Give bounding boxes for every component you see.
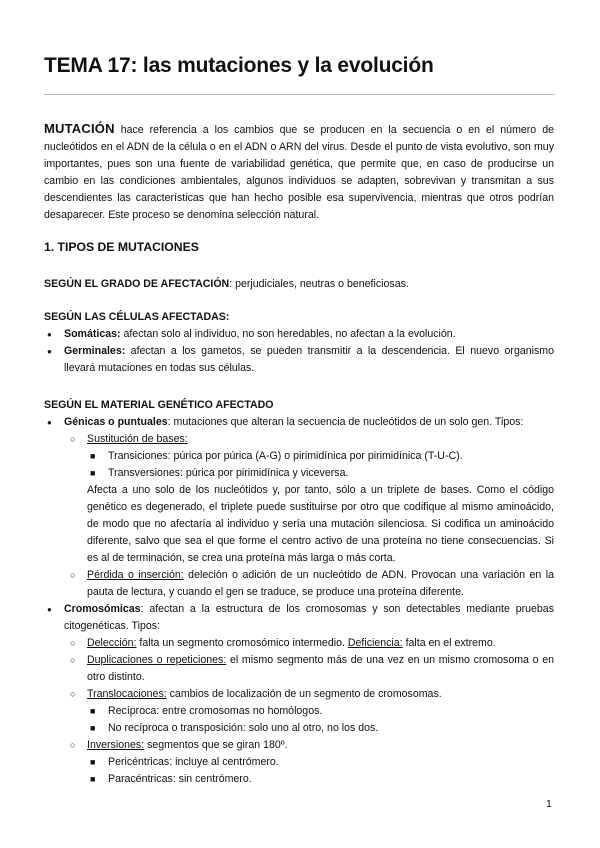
translocaciones-label: Translocaciones: (87, 688, 167, 700)
afecta-paragraph: Afecta a uno solo de los nucleótidos y, por tanto, sólo a un triplete de bases. Como el código genético es degenerado, el triplete puede sustituirse por otro que codifique al mismo aminoácido, de modo que no afectaría al individuo y sería una mutación silenciosa. Si codifica un aminoácido diferente, salvo que sea el que forme el centro activo de una proteína no tiene consecuencias. Si es al de terminación, se crea una proteína más larga o más corta. (87, 484, 554, 564)
transversiones-text: Transversiones: púrica por pirimidínica y viceversa. (108, 467, 349, 479)
material-heading (44, 397, 554, 414)
list-item-pericentricas (44, 754, 554, 771)
page-number: 1 (546, 798, 552, 810)
title-divider (44, 94, 554, 95)
afectacion-line (44, 276, 554, 293)
pericentricas-text: Pericéntricas: incluye al centrómero. (108, 756, 279, 768)
list-item-transiciones (44, 448, 554, 465)
celulas-label: SEGÚN LAS CÉLULAS AFECTADAS: (44, 311, 230, 323)
paracentricas-text: Paracéntricas: sin centrómero. (108, 773, 252, 785)
bullet-disc-icon: ● (47, 347, 52, 356)
bullet-circle-icon: ○ (70, 434, 76, 444)
somaticas-label: Somáticas: (64, 328, 121, 340)
deficiencia-label: Deficiencia: (347, 637, 403, 649)
bullet-circle-icon: ○ (70, 570, 76, 580)
cromosomicas-label: Cromosómicas (64, 603, 141, 615)
list-item-cromosomicas (44, 601, 554, 635)
inversiones-label: Inversiones: (87, 739, 145, 751)
somaticas-text: afectan solo al individuo, no son heredables, no afectan a la evolución. (120, 328, 456, 340)
bullet-square-icon: ■ (90, 451, 96, 461)
list-item-no-reciproca (44, 720, 554, 737)
genicas-text: : mutaciones que alteran la secuencia de nucleótidos de un solo gen. Tipos: (167, 416, 524, 428)
bullet-disc-icon: ● (47, 330, 52, 339)
duplicaciones-text: el mismo segmento más de una vez en un mismo cromosoma o en otro distinto. (87, 654, 554, 683)
bullet-circle-icon: ○ (70, 740, 76, 750)
list-item-germinales (44, 343, 554, 377)
bullet-square-icon: ■ (90, 468, 96, 478)
afectacion-text: : perjudiciales, neutras o beneficiosas. (229, 278, 409, 290)
list-item-genicas (44, 414, 554, 431)
bullet-circle-icon: ○ (70, 689, 76, 699)
bullet-square-icon: ■ (90, 774, 96, 784)
perdida-text: deleción o adición de un nucleótido de ADN. Provocan una variación en la pauta de lectura, y cuando el gen se traduce, se produce una proteína diferente. (87, 569, 554, 598)
cromosomicas-text: : afectan a la estructura de los cromosomas y son detectables mediante pruebas citogenéticas. Tipos: (64, 603, 554, 632)
bullet-square-icon: ■ (90, 723, 96, 733)
intro-lead-term: MUTACIÓN (44, 121, 115, 136)
celulas-block (44, 309, 554, 377)
bullet-circle-icon: ○ (70, 655, 76, 665)
bullet-disc-icon: ● (47, 418, 52, 427)
perdida-label: Pérdida o inserción: (87, 569, 184, 581)
page-title: TEMA 17: las mutaciones y la evolución (44, 54, 434, 77)
transiciones-text: Transiciones: púrica por púrica (A-G) o pirimidínica por pirimidínica (T-U-C). (108, 450, 463, 462)
delecion-label: Delección: (87, 637, 137, 649)
intro-paragraph (44, 120, 554, 224)
germinales-label: Germinales: (64, 345, 126, 357)
reciproca-text: Recíproca: entre cromosomas no homólogos. (108, 705, 323, 717)
list-item-perdida (44, 567, 554, 601)
material-label: SEGÚN EL MATERIAL GENÉTICO AFECTADO (44, 399, 274, 411)
intro-text: hace referencia a los cambios que se producen en la secuencia o en el número de nucleótidos en el ADN de la célula o en el ADN o ARN del virus. Desde el punto de vista evolutivo, son muy importantes, pues son una fuente de variabilidad genética, que permite que, en caso de producirse un cambio en las condiciones ambientales, algunos individuos se adapten, sobrevivan y transmitan a sus descendientes las características que han hecho posible esa supervivencia, mientras que otros podrían desaparecer. Este proceso se denomina selección natural. (44, 124, 554, 221)
germinales-text: afectan a los gametos, se pueden transmitir a la descendencia. El nuevo organismo llevará mutaciones en todas sus células. (64, 345, 554, 374)
list-item-transversiones (44, 465, 554, 482)
bullet-square-icon: ■ (90, 757, 96, 767)
translocaciones-text: cambios de localización de un segmento de cromosomas. (166, 688, 442, 700)
sustitucion-label: Sustitución de bases: (87, 433, 188, 445)
bullet-square-icon: ■ (90, 706, 96, 716)
section-heading-tipos: 1. TIPOS DE MUTACIONES (44, 240, 199, 254)
list-item-sustitucion (44, 431, 554, 448)
genicas-label: Génicas o puntuales (64, 416, 168, 428)
inversiones-text: segmentos que se giran 180º. (144, 739, 288, 751)
deficiencia-text: falta en el extremo. (402, 637, 496, 649)
celulas-heading (44, 309, 554, 326)
delecion-text: falta un segmento cromosómico intermedio. (136, 637, 348, 649)
list-item-paracentricas (44, 771, 554, 788)
afectacion-label: SEGÚN EL GRADO DE AFECTACIÓN (44, 278, 230, 290)
list-item-inversiones (44, 737, 554, 754)
no-reciproca-text: No recíproca o transposición: solo uno al otro, no los dos. (108, 722, 379, 734)
list-item-reciproca (44, 703, 554, 720)
list-item-delecion (44, 635, 554, 652)
duplicaciones-label: Duplicaciones o repeticiones: (87, 654, 227, 666)
bullet-circle-icon: ○ (70, 638, 76, 648)
list-item-somaticas (44, 326, 554, 343)
list-item-duplicaciones (44, 652, 554, 686)
material-block (44, 397, 554, 788)
bullet-disc-icon: ● (47, 605, 52, 614)
list-item-translocaciones (44, 686, 554, 703)
